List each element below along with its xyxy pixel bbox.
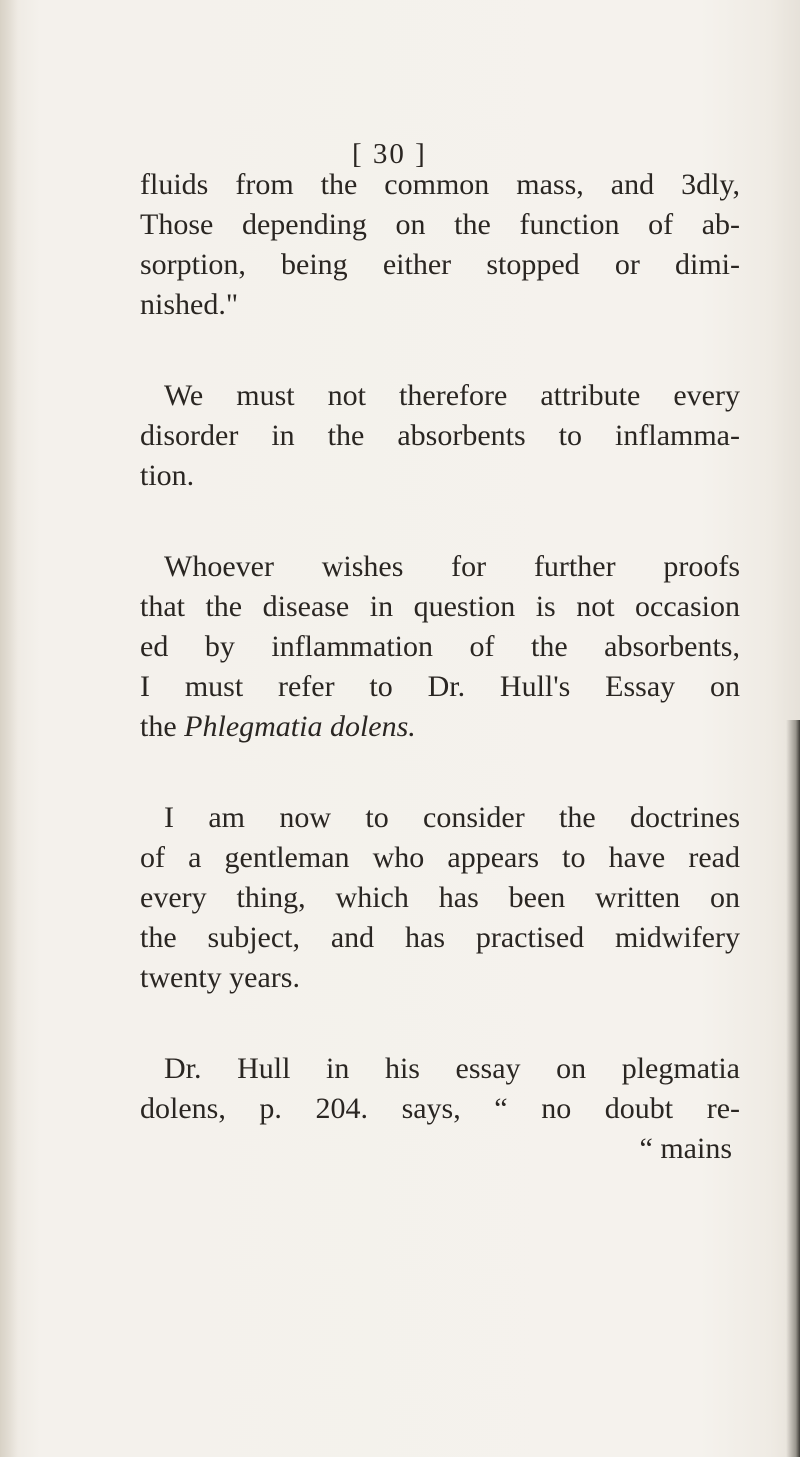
- text-line: sorption, being either stopped or dimi-: [140, 248, 740, 281]
- paragraph: [140, 547, 740, 747]
- paragraph: [140, 376, 740, 496]
- catchword: “ mains: [639, 1132, 732, 1165]
- paragraph-gap: [140, 747, 740, 798]
- body-text: [140, 165, 740, 1169]
- paragraph-gap: [140, 325, 740, 376]
- text-line: I must refer to Dr. Hull's Essay on: [140, 670, 740, 703]
- text-line: Dr. Hull in his essay on plegmatia: [164, 1052, 740, 1085]
- text-line: tion.: [140, 459, 195, 492]
- text-line: We must not therefore attribute every: [164, 379, 740, 412]
- italic-title: Phlegmatia dolens.: [184, 710, 416, 743]
- text-line: nished.": [140, 288, 239, 321]
- text-line: dolens, p. 204. says, “ no doubt re-: [140, 1092, 740, 1125]
- text-line: every thing, which has been written on: [140, 881, 740, 914]
- text-line: ed by inflammation of the absorbents,: [140, 630, 740, 663]
- text-line: Whoever wishes for further proofs: [164, 550, 740, 583]
- text-line: Those depending on the function of ab-: [140, 208, 740, 241]
- paragraph-gap: [140, 998, 740, 1049]
- page-right-edge: [786, 720, 800, 1457]
- text-line: that the disease in question is not occasion: [140, 590, 740, 623]
- text-line: fluids from the common mass, and 3dly,: [140, 168, 740, 201]
- paragraph: [140, 1049, 740, 1169]
- text-line: [140, 707, 740, 747]
- text-line-prefix: the: [140, 710, 185, 743]
- text-line: of a gentleman who appears to have read: [140, 841, 740, 874]
- page-number: [ 30 ]: [352, 138, 427, 170]
- page-left-edge: [0, 0, 18, 1457]
- text-line: twenty years.: [140, 961, 300, 994]
- text-line: disorder in the absorbents to inflamma-: [140, 419, 740, 452]
- paragraph: [140, 165, 740, 325]
- paragraph: [140, 798, 740, 998]
- text-line: I am now to consider the doctrines: [164, 801, 740, 834]
- paragraph-gap: [140, 496, 740, 547]
- text-line: the subject, and has practised midwifery: [140, 921, 740, 954]
